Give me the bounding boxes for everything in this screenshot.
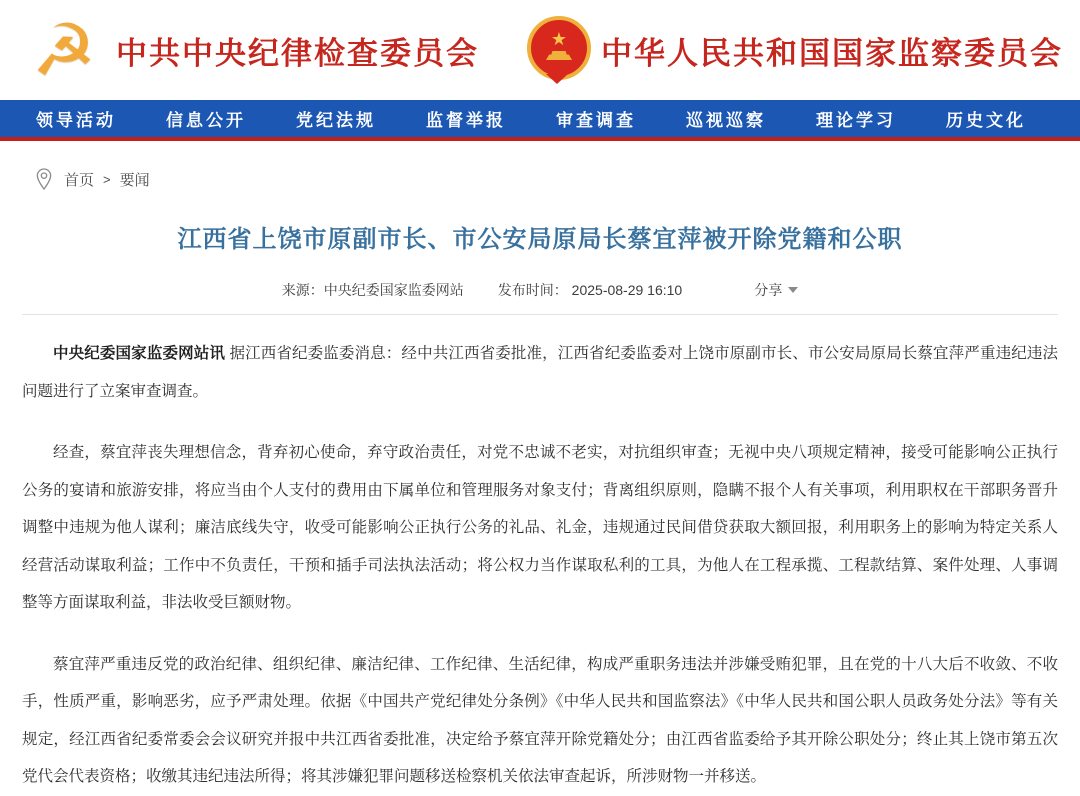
org-nsc [525,14,1063,86]
nav-item-info-disclosure[interactable]: 信息公开 [166,111,246,130]
article [0,219,1080,796]
article-paragraph [22,646,1058,796]
paragraph-text: 据江西省纪委监委消息：经中共江西省委批准，江西省纪委监委对上饶市原副市长、市公安局原局长蔡宜萍严重违纪违法问题进行了立案审查调查。 [22,345,1058,400]
org-ccdi [22,8,479,92]
nav-item-leader-activities[interactable]: 领导活动 [36,111,116,130]
paragraph-text: 经查，蔡宜萍丧失理想信念，背弃初心使命，弃守政治责任，对党不忠诚不老实，对抗组织审查；无视中央八项规定精神，接受可能影响公正执行公务的宴请和旅游安排，将应当由个人支付的费用由下属单位和管理服务对象支付；背离组织原则，隐瞒不报个人有关事项，利用职权在干部职务晋升调整中违规为他人谋利；廉洁底线失守，收受可能影响公正执行公务的礼品、礼金，违规通过民间借贷获取大额回报，利用职务上的影响为特定关系人经营活动谋取利益；工作中不负责任，干预和插手司法执法活动；将公权力当作谋取私利的工具，为他人在工程承揽、工程款结算、案件处理、人事调整等方面谋取利益，非法收受巨额财物。 [22,444,1058,611]
breadcrumb [0,141,1080,205]
paragraph-lead: 中央纪委国家监委网站讯 [53,345,230,362]
breadcrumb-separator: > [103,171,111,187]
org-ccdi-name: 中共中央纪律检查委员会 [116,35,479,71]
caret-down-icon [788,287,798,293]
article-publish-time: 发布时间： 2025-08-29 16:10 [497,282,683,298]
article-source: 来源：中央纪委国家监委网站 [281,282,464,298]
breadcrumb-home-link[interactable]: 首页 [64,171,95,189]
location-pin-icon [34,167,54,191]
nav-item-party-regulations[interactable]: 党纪法规 [296,111,376,130]
nav-item-theory-study[interactable]: 理论学习 [816,111,896,130]
main-nav [0,100,1080,141]
meta-divider [22,314,1058,315]
org-nsc-name: 中华人民共和国国家监察委员会 [601,35,1063,71]
nav-item-history-culture[interactable]: 历史文化 [946,111,1026,130]
share-button[interactable] [754,280,798,300]
article-title: 江西省上饶市原副市长、市公安局原局长蔡宜萍被开除党籍和公职 [177,226,903,253]
site-header [0,0,1080,100]
article-body [22,335,1058,796]
national-emblem-icon: ★ [525,14,591,86]
article-meta [22,280,1058,300]
breadcrumb-current-link[interactable]: 要闻 [119,171,150,189]
nav-item-supervision-report[interactable]: 监督举报 [426,111,506,130]
paragraph-text: 蔡宜萍严重违反党的政治纪律、组织纪律、廉洁纪律、工作纪律、生活纪律，构成严重职务违法并涉嫌受贿犯罪，且在党的十八大后不收敛、不收手，性质严重，影响恶劣，应予严肃处理。依据《中国共产党纪律处分条例》《中华人民共和国监察法》《中华人民共和国公职人员政务处分法》等有关规定，经江西省纪委常委会会议研究并报中共江西省委批准，决定给予蔡宜萍开除党籍处分；由江西省监委给予其开除公职处分；终止其上饶市第五次党代会代表资格；收缴其违纪违法所得；将其涉嫌犯罪问题移送检察机关依法审查起诉，所涉财物一并移送。 [22,655,1058,785]
nav-item-review-investigation[interactable]: 审查调查 [556,111,636,130]
nav-item-inspection-patrol[interactable]: 巡视巡察 [686,111,766,130]
article-paragraph [22,434,1058,622]
party-emblem-icon: ☭ [31,8,97,92]
article-paragraph [22,335,1058,410]
share-label: 分享 [754,282,783,298]
